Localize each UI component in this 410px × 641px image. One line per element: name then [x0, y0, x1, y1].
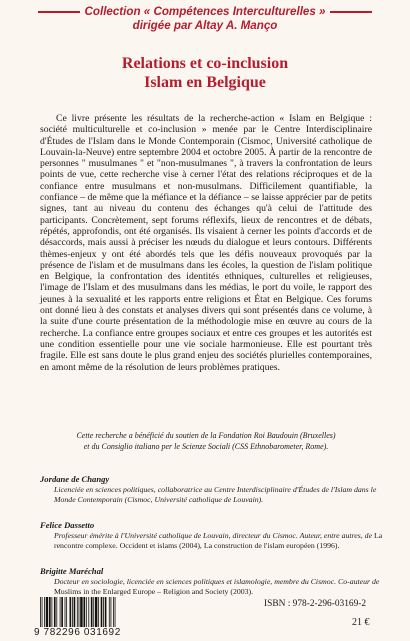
barcode-bar — [88, 597, 89, 629]
barcode — [34, 597, 154, 638]
barcode-bar — [98, 597, 99, 629]
author-name: Jordane de Changy — [40, 474, 110, 484]
barcode-bar — [44, 597, 45, 629]
barcode-bar — [93, 597, 94, 629]
author-bio-text: Docteur en sociologie, licenciée en sciences politiques et islamologie, membre du Cismoc. Co-auteur de — [54, 577, 380, 586]
header-rule-right — [330, 11, 372, 13]
barcode-bar — [83, 597, 85, 629]
barcode-bar — [66, 597, 67, 629]
barcode-bar — [86, 597, 87, 629]
barcode-bar — [79, 597, 80, 629]
barcode-bar — [72, 597, 73, 629]
author-name: Felice Dassetto — [40, 520, 95, 530]
author-bio — [40, 485, 385, 505]
barcode-bar — [95, 597, 97, 629]
summary-paragraph: Ce livre présente les résultats de la recherche-action « Islam en Belgique : société multiculturelle et co-inclusion » menée par le Centre Interdisciplinaire d'Études de l'Islam dans le Monde Contemporain (Cismoc, Université catholique de Louvain-la-Neuve) entre septembre 2004 et octobre 2005. À partir de la rencontre de personnes " musulmanes " et "non-musulmanes ", à travers la confrontation de leurs points de vue, cette recherche vise à cerner l'état des relations réciproques et de la confiance entre musulmans et non-musulmans. Difficilement quantifiable, la confiance – de même que la méfiance et la défiance – se laisse apprécier par de petits signes, tant au niveau du contenu des échanges qu'à celui de l'attitude des participants. Concrètement, sept forums réflexifs, lieux de rencontres et de débats, répétés, approfondis, ont été organisés. Ils visaient à cerner les points d'accords et de désaccords, mais aussi à préciser les nœuds du dialogue et leurs contours. Différents thèmes-enjeux y ont été abordés tels que les défis nouveaux provoqués par la présence de l'islam et de musulmans dans les écoles, la question de l'islam politique en Belgique, la confrontation des identités ethniques, culturelles et religieuses, l'image de l'Islam et des musulmans dans les médias, le port du voile, le rapport des jeunes à la sexualité et les rapports entre religions et État en Belgique. Ces forums ont donné lieu à des constats et analyses divers qui sont présentés dans ce volume, à la suite d'une courte présentation de la méthodologie mise en œuvre au cours de la recherche. La confiance entre groupes sociaux et entre ces groupes et les autorités est une condition essentielle pour une vie sociale harmonieuse. Elle est pourtant très fragile. Elle est sans doute le plus grand enjeu des sociétés plurielles contemporaines, en amont même de la résolution de leurs problèmes pratiques. — [40, 113, 372, 373]
price: 21 € — [352, 617, 370, 628]
isbn: ISBN : 978-2-296-03169-2 — [264, 599, 367, 609]
barcode-bar — [61, 597, 63, 629]
barcode-bar — [109, 597, 110, 629]
collection-header-line-2 — [0, 19, 410, 32]
author-works: La rencontre complexe. Occident et islams (2004), La construction de l'islam européen (1996). — [54, 531, 383, 550]
barcode-bar — [65, 597, 66, 629]
barcode-bar — [40, 597, 41, 629]
barcode-bar — [70, 597, 72, 629]
barcode-bar — [80, 597, 82, 629]
barcode-bar — [54, 597, 56, 629]
author-bio — [40, 577, 385, 597]
funding-note-line-1: Cette recherche a bénéficié du soutien de la Fondation Roi Baudouin (Bruxelles) — [76, 431, 336, 440]
barcode-digits: 9 782296 031692 — [34, 627, 121, 638]
author-block — [40, 566, 385, 597]
barcode-bar — [51, 597, 52, 629]
barcode-bar — [56, 597, 57, 629]
author-bio-text: Professeur émérite à l'Université catholique de Louvain, directeur du Cismoc. Auteur, entre autres, de — [54, 531, 373, 540]
barcode-bar — [105, 597, 107, 629]
author-works: Muslims in the Enlarged Europe – Religion and Society (2003). — [54, 587, 254, 596]
header-rule-left — [38, 11, 80, 13]
collection-name: Collection « Compétences Interculturelles » — [84, 5, 326, 18]
barcode-bar — [91, 597, 93, 629]
collection-director: dirigée par Altay A. Manço — [132, 19, 278, 32]
barcode-bar — [74, 597, 76, 629]
author-bio-text: Licenciée en sciences politiques, collaboratrice au Centre Interdisciplinaire d'Études de l'Islam dans le Monde Contemporain (Cismoc, Université catholique de Louvain). — [54, 485, 377, 504]
funding-note-line-2: et du Consiglio italiano per le Scienze Sociali (CSS Ethnobarometer, Rome). — [83, 442, 329, 451]
barcode-bar — [103, 597, 104, 629]
author-block — [40, 520, 385, 551]
barcode-bar — [111, 597, 112, 629]
book-title-line-1: Relations et co-inclusion — [121, 55, 289, 72]
barcode-bar — [115, 597, 116, 629]
barcode-bar — [42, 597, 43, 629]
author-bio — [40, 531, 385, 551]
barcode-bar — [77, 597, 78, 629]
collection-header-line-1 — [0, 5, 410, 18]
barcode-bar — [46, 597, 48, 629]
barcode-bar — [113, 597, 114, 629]
barcode-bar — [101, 597, 103, 629]
book-title-line-2: Islam en Belgique — [144, 74, 266, 91]
barcode-bar — [49, 597, 51, 629]
author-name: Brigitte Maréchal — [40, 566, 104, 576]
barcode-bar — [60, 597, 61, 629]
barcode-bars — [34, 597, 154, 629]
funding-note — [46, 430, 366, 452]
author-block — [40, 474, 385, 505]
